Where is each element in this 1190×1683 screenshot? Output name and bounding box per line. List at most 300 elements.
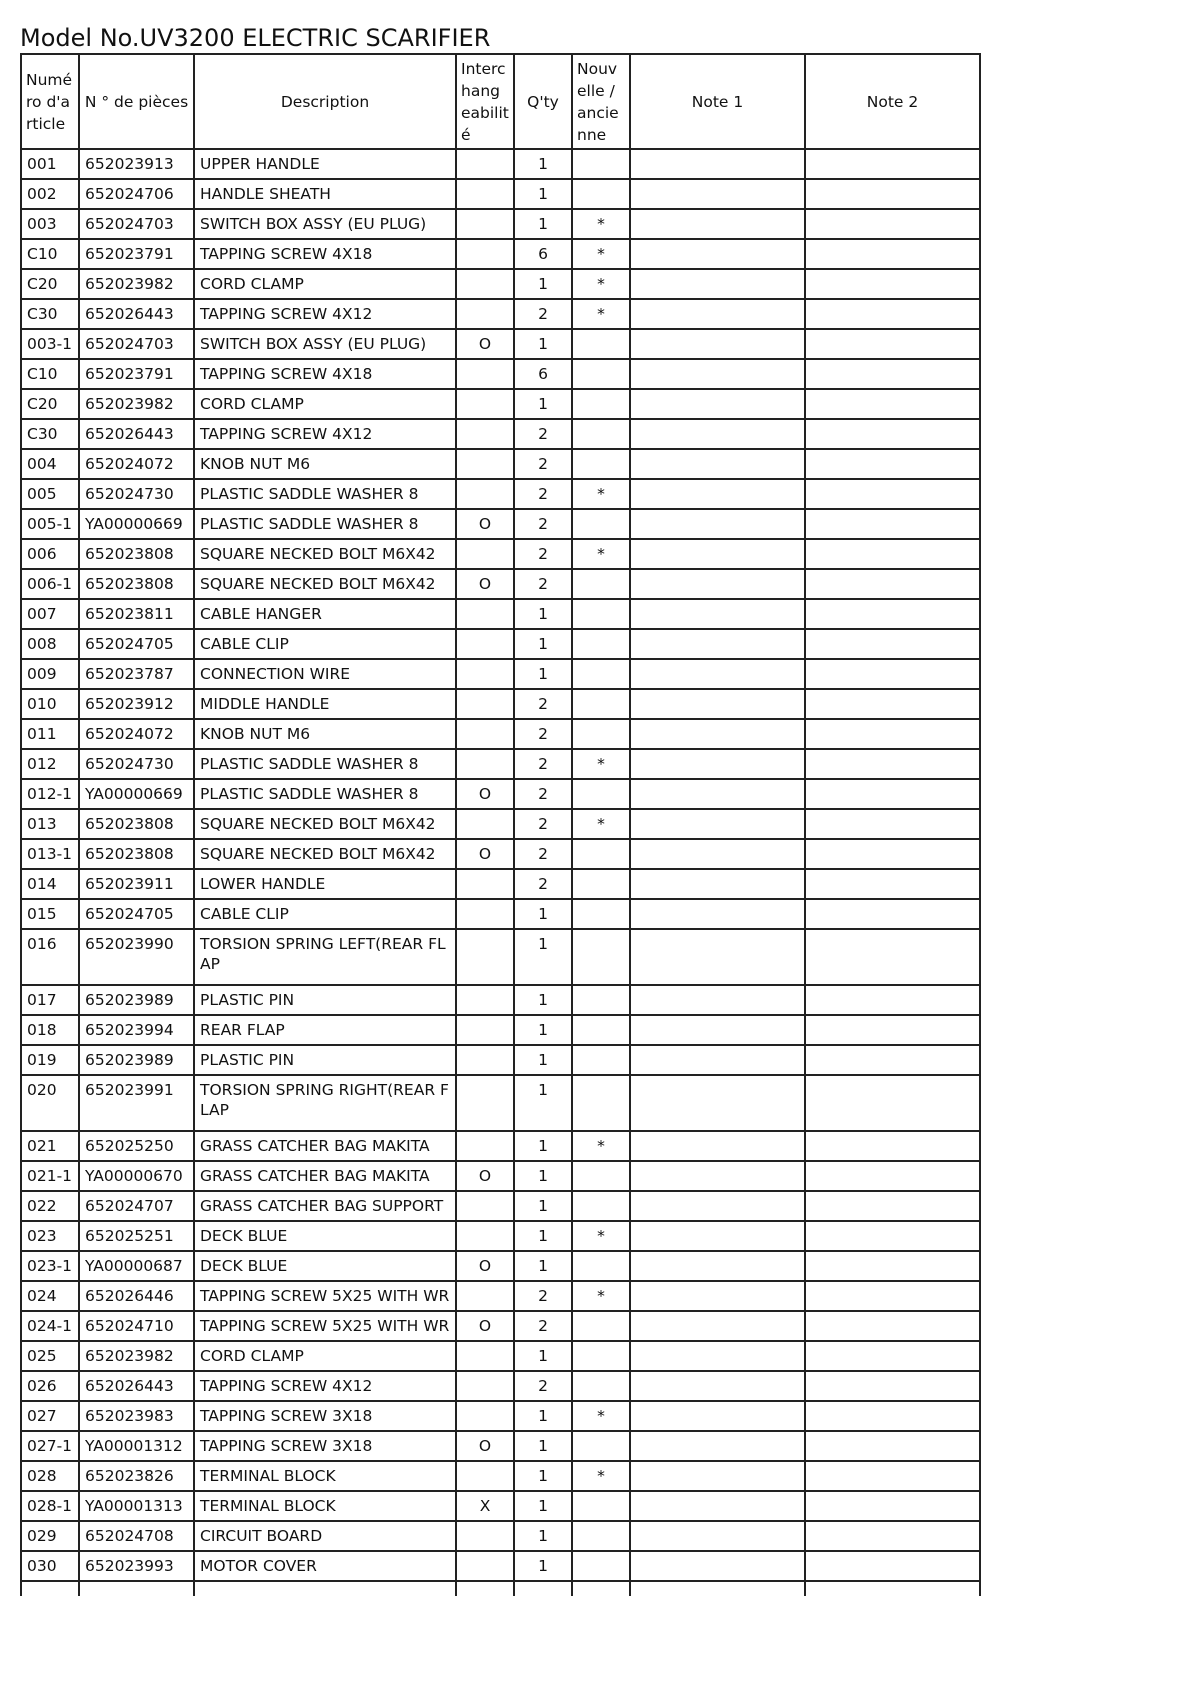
cell-part-no: 652023982 xyxy=(79,389,194,419)
cell-interchangeability xyxy=(456,239,514,269)
cell-description: CONNECTION WIRE xyxy=(194,659,456,689)
cell-qty: 1 xyxy=(514,209,572,239)
cell-part-no: 652023994 xyxy=(79,1015,194,1045)
cell-qty: 1 xyxy=(514,1161,572,1191)
cell-description: REAR FLAP xyxy=(194,1015,456,1045)
cell-item-no: 002 xyxy=(21,179,79,209)
cell-note-1 xyxy=(630,1461,805,1491)
table-row xyxy=(21,1131,980,1161)
cell-interchangeability xyxy=(456,719,514,749)
cell-new-old xyxy=(572,869,630,899)
cell-new-old xyxy=(572,1431,630,1461)
cell-qty: 1 xyxy=(514,1341,572,1371)
cell-description: TORSION SPRING RIGHT(REAR FLAP xyxy=(194,1075,456,1131)
cell-description: CORD CLAMP xyxy=(194,269,456,299)
cell-new-old xyxy=(572,1551,630,1581)
cell-qty: 2 xyxy=(514,479,572,509)
cell-interchangeability xyxy=(456,1281,514,1311)
cell-interchangeability: O xyxy=(456,779,514,809)
cell-description: KNOB NUT M6 xyxy=(194,719,456,749)
cell-part-no: 652023826 xyxy=(79,1461,194,1491)
cell-note-2 xyxy=(805,449,980,479)
cell-description: TAPPING SCREW 5X25 WITH WR xyxy=(194,1281,456,1311)
cell-part-no: 652024710 xyxy=(79,1311,194,1341)
table-row xyxy=(21,1015,980,1045)
cell-interchangeability xyxy=(456,929,514,985)
cell-new-old xyxy=(572,689,630,719)
cell-part-no: 652023911 xyxy=(79,869,194,899)
cell-new-old xyxy=(572,419,630,449)
cell-empty xyxy=(21,1581,79,1596)
cell-description: TAPPING SCREW 3X18 xyxy=(194,1431,456,1461)
cell-note-1 xyxy=(630,749,805,779)
cell-description: HANDLE SHEATH xyxy=(194,179,456,209)
cell-qty: 1 xyxy=(514,269,572,299)
cell-empty xyxy=(194,1581,456,1596)
table-row xyxy=(21,809,980,839)
cell-interchangeability xyxy=(456,1371,514,1401)
cell-item-no: 027-1 xyxy=(21,1431,79,1461)
cell-note-1 xyxy=(630,209,805,239)
cell-part-no: 652023808 xyxy=(79,809,194,839)
table-row xyxy=(21,1551,980,1581)
cell-interchangeability: O xyxy=(456,1431,514,1461)
table-row xyxy=(21,1251,980,1281)
cell-new-old xyxy=(572,509,630,539)
cell-note-1 xyxy=(630,929,805,985)
cell-description: CABLE CLIP xyxy=(194,899,456,929)
table-row xyxy=(21,149,980,179)
header-note-1: Note 1 xyxy=(630,54,805,149)
cell-description: TAPPING SCREW 3X18 xyxy=(194,1401,456,1431)
cell-part-no: 652024703 xyxy=(79,209,194,239)
cell-part-no: 652024072 xyxy=(79,449,194,479)
cell-qty: 2 xyxy=(514,569,572,599)
cell-item-no: 006 xyxy=(21,539,79,569)
cell-description: CORD CLAMP xyxy=(194,1341,456,1371)
cell-new-old xyxy=(572,329,630,359)
cell-note-2 xyxy=(805,149,980,179)
cell-note-2 xyxy=(805,509,980,539)
cell-new-old xyxy=(572,1191,630,1221)
cell-interchangeability xyxy=(456,1461,514,1491)
cell-item-no: C10 xyxy=(21,359,79,389)
cell-qty: 1 xyxy=(514,1491,572,1521)
table-row xyxy=(21,1371,980,1401)
cell-note-1 xyxy=(630,659,805,689)
cell-qty: 1 xyxy=(514,329,572,359)
cell-qty: 1 xyxy=(514,1045,572,1075)
cell-note-1 xyxy=(630,1161,805,1191)
cell-note-1 xyxy=(630,599,805,629)
cell-description: TAPPING SCREW 4X12 xyxy=(194,299,456,329)
cell-item-no: 010 xyxy=(21,689,79,719)
table-row-continued xyxy=(21,1581,980,1596)
cell-item-no: C20 xyxy=(21,269,79,299)
header-interchangeability: Interc hang eabilit é xyxy=(456,54,514,149)
cell-note-2 xyxy=(805,1371,980,1401)
cell-interchangeability xyxy=(456,899,514,929)
cell-note-1 xyxy=(630,299,805,329)
cell-note-1 xyxy=(630,1491,805,1521)
cell-part-no: 652023808 xyxy=(79,539,194,569)
cell-interchangeability xyxy=(456,269,514,299)
cell-new-old xyxy=(572,1015,630,1045)
cell-description: TAPPING SCREW 4X12 xyxy=(194,419,456,449)
cell-description: PLASTIC PIN xyxy=(194,985,456,1015)
table-row xyxy=(21,1311,980,1341)
table-row xyxy=(21,569,980,599)
cell-note-1 xyxy=(630,359,805,389)
cell-note-2 xyxy=(805,689,980,719)
cell-new-old: * xyxy=(572,1131,630,1161)
cell-new-old xyxy=(572,1311,630,1341)
cell-qty: 2 xyxy=(514,1371,572,1401)
cell-description: PLASTIC SADDLE WASHER 8 xyxy=(194,509,456,539)
cell-part-no: 652023989 xyxy=(79,1045,194,1075)
table-row xyxy=(21,269,980,299)
cell-interchangeability xyxy=(456,1551,514,1581)
cell-new-old xyxy=(572,659,630,689)
table-row xyxy=(21,1521,980,1551)
cell-note-2 xyxy=(805,749,980,779)
parts-table xyxy=(20,53,981,1596)
cell-interchangeability: O xyxy=(456,839,514,869)
cell-note-1 xyxy=(630,1371,805,1401)
cell-new-old xyxy=(572,569,630,599)
cell-interchangeability xyxy=(456,209,514,239)
table-row xyxy=(21,329,980,359)
table-row xyxy=(21,539,980,569)
cell-new-old xyxy=(572,629,630,659)
cell-qty: 2 xyxy=(514,749,572,779)
cell-note-2 xyxy=(805,179,980,209)
cell-item-no: 012 xyxy=(21,749,79,779)
cell-note-1 xyxy=(630,1045,805,1075)
table-row xyxy=(21,1075,980,1131)
cell-new-old: * xyxy=(572,239,630,269)
cell-description: TORSION SPRING LEFT(REAR FLAP xyxy=(194,929,456,985)
cell-new-old xyxy=(572,149,630,179)
cell-description: TAPPING SCREW 4X18 xyxy=(194,239,456,269)
cell-part-no: YA00001313 xyxy=(79,1491,194,1521)
cell-description: PLASTIC SADDLE WASHER 8 xyxy=(194,749,456,779)
cell-note-2 xyxy=(805,659,980,689)
cell-item-no: 023-1 xyxy=(21,1251,79,1281)
cell-item-no: 024 xyxy=(21,1281,79,1311)
cell-interchangeability xyxy=(456,479,514,509)
cell-qty: 6 xyxy=(514,359,572,389)
cell-part-no: 652026443 xyxy=(79,299,194,329)
cell-qty: 1 xyxy=(514,985,572,1015)
cell-interchangeability xyxy=(456,659,514,689)
cell-interchangeability xyxy=(456,1015,514,1045)
table-row xyxy=(21,1191,980,1221)
cell-new-old: * xyxy=(572,1281,630,1311)
cell-part-no: 652023982 xyxy=(79,1341,194,1371)
cell-interchangeability xyxy=(456,809,514,839)
cell-part-no: 652023983 xyxy=(79,1401,194,1431)
table-row xyxy=(21,389,980,419)
cell-new-old xyxy=(572,1251,630,1281)
cell-part-no: 652023982 xyxy=(79,269,194,299)
table-row xyxy=(21,985,980,1015)
cell-interchangeability xyxy=(456,539,514,569)
cell-note-2 xyxy=(805,1191,980,1221)
cell-new-old xyxy=(572,599,630,629)
cell-note-2 xyxy=(805,1521,980,1551)
cell-interchangeability: O xyxy=(456,1311,514,1341)
table-row xyxy=(21,929,980,985)
table-row xyxy=(21,449,980,479)
cell-part-no: 652025250 xyxy=(79,1131,194,1161)
cell-description: KNOB NUT M6 xyxy=(194,449,456,479)
cell-item-no: 027 xyxy=(21,1401,79,1431)
cell-new-old xyxy=(572,1045,630,1075)
cell-interchangeability: O xyxy=(456,1161,514,1191)
cell-note-2 xyxy=(805,1311,980,1341)
cell-description: SQUARE NECKED BOLT M6X42 xyxy=(194,809,456,839)
cell-note-1 xyxy=(630,985,805,1015)
cell-interchangeability xyxy=(456,1075,514,1131)
cell-note-2 xyxy=(805,1341,980,1371)
cell-qty: 2 xyxy=(514,869,572,899)
cell-qty: 1 xyxy=(514,629,572,659)
cell-part-no: 652023791 xyxy=(79,239,194,269)
cell-qty: 1 xyxy=(514,929,572,985)
cell-new-old: * xyxy=(572,809,630,839)
table-row xyxy=(21,629,980,659)
table-row xyxy=(21,1401,980,1431)
cell-qty: 2 xyxy=(514,1281,572,1311)
table-row xyxy=(21,839,980,869)
cell-note-1 xyxy=(630,269,805,299)
page-title: Model No.UV3200 ELECTRIC SCARIFIER xyxy=(20,24,491,52)
cell-new-old xyxy=(572,1521,630,1551)
cell-description: SQUARE NECKED BOLT M6X42 xyxy=(194,569,456,599)
cell-note-2 xyxy=(805,419,980,449)
cell-note-2 xyxy=(805,359,980,389)
cell-description: PLASTIC SADDLE WASHER 8 xyxy=(194,779,456,809)
cell-interchangeability xyxy=(456,985,514,1015)
cell-item-no: 003-1 xyxy=(21,329,79,359)
cell-note-1 xyxy=(630,899,805,929)
cell-description: PLASTIC SADDLE WASHER 8 xyxy=(194,479,456,509)
cell-description: SQUARE NECKED BOLT M6X42 xyxy=(194,839,456,869)
cell-description: MIDDLE HANDLE xyxy=(194,689,456,719)
table-row xyxy=(21,1281,980,1311)
cell-qty: 1 xyxy=(514,1191,572,1221)
cell-description: GRASS CATCHER BAG SUPPORT xyxy=(194,1191,456,1221)
cell-qty: 1 xyxy=(514,389,572,419)
cell-part-no: 652025251 xyxy=(79,1221,194,1251)
cell-description: CIRCUIT BOARD xyxy=(194,1521,456,1551)
cell-note-1 xyxy=(630,1431,805,1461)
cell-new-old xyxy=(572,389,630,419)
table-row xyxy=(21,509,980,539)
cell-description: LOWER HANDLE xyxy=(194,869,456,899)
cell-note-1 xyxy=(630,509,805,539)
cell-empty xyxy=(805,1581,980,1596)
cell-item-no: 008 xyxy=(21,629,79,659)
cell-qty: 1 xyxy=(514,1251,572,1281)
header-qty: Q'ty xyxy=(514,54,572,149)
cell-qty: 2 xyxy=(514,719,572,749)
cell-qty: 2 xyxy=(514,449,572,479)
cell-note-1 xyxy=(630,1551,805,1581)
cell-item-no: 024-1 xyxy=(21,1311,79,1341)
cell-qty: 1 xyxy=(514,149,572,179)
cell-new-old: * xyxy=(572,1401,630,1431)
cell-item-no: C20 xyxy=(21,389,79,419)
cell-note-1 xyxy=(630,239,805,269)
table-row xyxy=(21,299,980,329)
cell-description: TERMINAL BLOCK xyxy=(194,1461,456,1491)
cell-description: DECK BLUE xyxy=(194,1221,456,1251)
cell-interchangeability: O xyxy=(456,1251,514,1281)
cell-description: TAPPING SCREW 4X18 xyxy=(194,359,456,389)
cell-note-2 xyxy=(805,479,980,509)
cell-note-1 xyxy=(630,1221,805,1251)
cell-new-old: * xyxy=(572,209,630,239)
cell-note-1 xyxy=(630,809,805,839)
cell-note-1 xyxy=(630,419,805,449)
table-row xyxy=(21,209,980,239)
cell-empty xyxy=(572,1581,630,1596)
table-row xyxy=(21,1221,980,1251)
cell-part-no: 652023989 xyxy=(79,985,194,1015)
cell-note-2 xyxy=(805,1075,980,1131)
cell-note-2 xyxy=(805,719,980,749)
cell-item-no: C30 xyxy=(21,419,79,449)
cell-part-no: 652024072 xyxy=(79,719,194,749)
cell-item-no: 018 xyxy=(21,1015,79,1045)
cell-part-no: 652024706 xyxy=(79,179,194,209)
cell-qty: 2 xyxy=(514,509,572,539)
table-row xyxy=(21,659,980,689)
table-row xyxy=(21,869,980,899)
cell-part-no: 652023791 xyxy=(79,359,194,389)
cell-note-2 xyxy=(805,1251,980,1281)
cell-qty: 2 xyxy=(514,809,572,839)
cell-part-no: YA00000669 xyxy=(79,779,194,809)
cell-new-old: * xyxy=(572,749,630,779)
cell-interchangeability xyxy=(456,1521,514,1551)
cell-note-2 xyxy=(805,809,980,839)
cell-note-1 xyxy=(630,689,805,719)
cell-item-no: 023 xyxy=(21,1221,79,1251)
cell-qty: 2 xyxy=(514,839,572,869)
cell-note-1 xyxy=(630,329,805,359)
cell-note-2 xyxy=(805,599,980,629)
cell-description: MOTOR COVER xyxy=(194,1551,456,1581)
cell-note-1 xyxy=(630,569,805,599)
cell-note-2 xyxy=(805,779,980,809)
cell-item-no: 021-1 xyxy=(21,1161,79,1191)
cell-qty: 1 xyxy=(514,1521,572,1551)
cell-item-no: 015 xyxy=(21,899,79,929)
cell-part-no: 652024730 xyxy=(79,479,194,509)
cell-note-1 xyxy=(630,839,805,869)
cell-new-old xyxy=(572,899,630,929)
cell-qty: 2 xyxy=(514,689,572,719)
cell-item-no: 020 xyxy=(21,1075,79,1131)
cell-new-old xyxy=(572,1075,630,1131)
cell-note-2 xyxy=(805,1015,980,1045)
cell-part-no: 652024705 xyxy=(79,899,194,929)
cell-note-2 xyxy=(805,239,980,269)
cell-item-no: 004 xyxy=(21,449,79,479)
cell-part-no: 652024730 xyxy=(79,749,194,779)
cell-item-no: 013-1 xyxy=(21,839,79,869)
table-header-row xyxy=(21,54,980,149)
cell-new-old xyxy=(572,929,630,985)
cell-item-no: 016 xyxy=(21,929,79,985)
header-item-no: Numé ro d'a rticle xyxy=(21,54,79,149)
cell-qty: 1 xyxy=(514,1221,572,1251)
cell-interchangeability xyxy=(456,299,514,329)
cell-note-2 xyxy=(805,269,980,299)
cell-interchangeability xyxy=(456,149,514,179)
cell-item-no: 014 xyxy=(21,869,79,899)
cell-item-no: 021 xyxy=(21,1131,79,1161)
cell-interchangeability xyxy=(456,599,514,629)
cell-new-old: * xyxy=(572,479,630,509)
cell-item-no: C10 xyxy=(21,239,79,269)
cell-item-no: 026 xyxy=(21,1371,79,1401)
cell-part-no: 652024707 xyxy=(79,1191,194,1221)
table-row xyxy=(21,179,980,209)
cell-interchangeability xyxy=(456,1221,514,1251)
cell-note-1 xyxy=(630,1311,805,1341)
cell-interchangeability xyxy=(456,179,514,209)
cell-interchangeability xyxy=(456,1045,514,1075)
cell-part-no: 652024708 xyxy=(79,1521,194,1551)
cell-qty: 2 xyxy=(514,1311,572,1341)
cell-qty: 1 xyxy=(514,1015,572,1045)
table-row xyxy=(21,1161,980,1191)
table-row xyxy=(21,689,980,719)
cell-note-2 xyxy=(805,1045,980,1075)
cell-qty: 1 xyxy=(514,1431,572,1461)
cell-note-1 xyxy=(630,629,805,659)
header-part-no: N ° de pièces xyxy=(79,54,194,149)
cell-note-1 xyxy=(630,1131,805,1161)
header-note-2: Note 2 xyxy=(805,54,980,149)
cell-interchangeability xyxy=(456,689,514,719)
cell-item-no: 013 xyxy=(21,809,79,839)
cell-note-1 xyxy=(630,389,805,419)
table-row xyxy=(21,419,980,449)
cell-interchangeability xyxy=(456,1401,514,1431)
table-row xyxy=(21,899,980,929)
cell-note-1 xyxy=(630,719,805,749)
cell-note-1 xyxy=(630,1341,805,1371)
cell-qty: 2 xyxy=(514,419,572,449)
cell-item-no: 012-1 xyxy=(21,779,79,809)
cell-empty xyxy=(456,1581,514,1596)
cell-description: SWITCH BOX ASSY (EU PLUG) xyxy=(194,209,456,239)
cell-description: DECK BLUE xyxy=(194,1251,456,1281)
cell-description: GRASS CATCHER BAG MAKITA xyxy=(194,1161,456,1191)
cell-interchangeability: O xyxy=(456,329,514,359)
cell-new-old xyxy=(572,985,630,1015)
cell-interchangeability xyxy=(456,359,514,389)
cell-part-no: 652026443 xyxy=(79,419,194,449)
cell-note-2 xyxy=(805,1401,980,1431)
cell-note-2 xyxy=(805,539,980,569)
cell-part-no: 652023808 xyxy=(79,569,194,599)
